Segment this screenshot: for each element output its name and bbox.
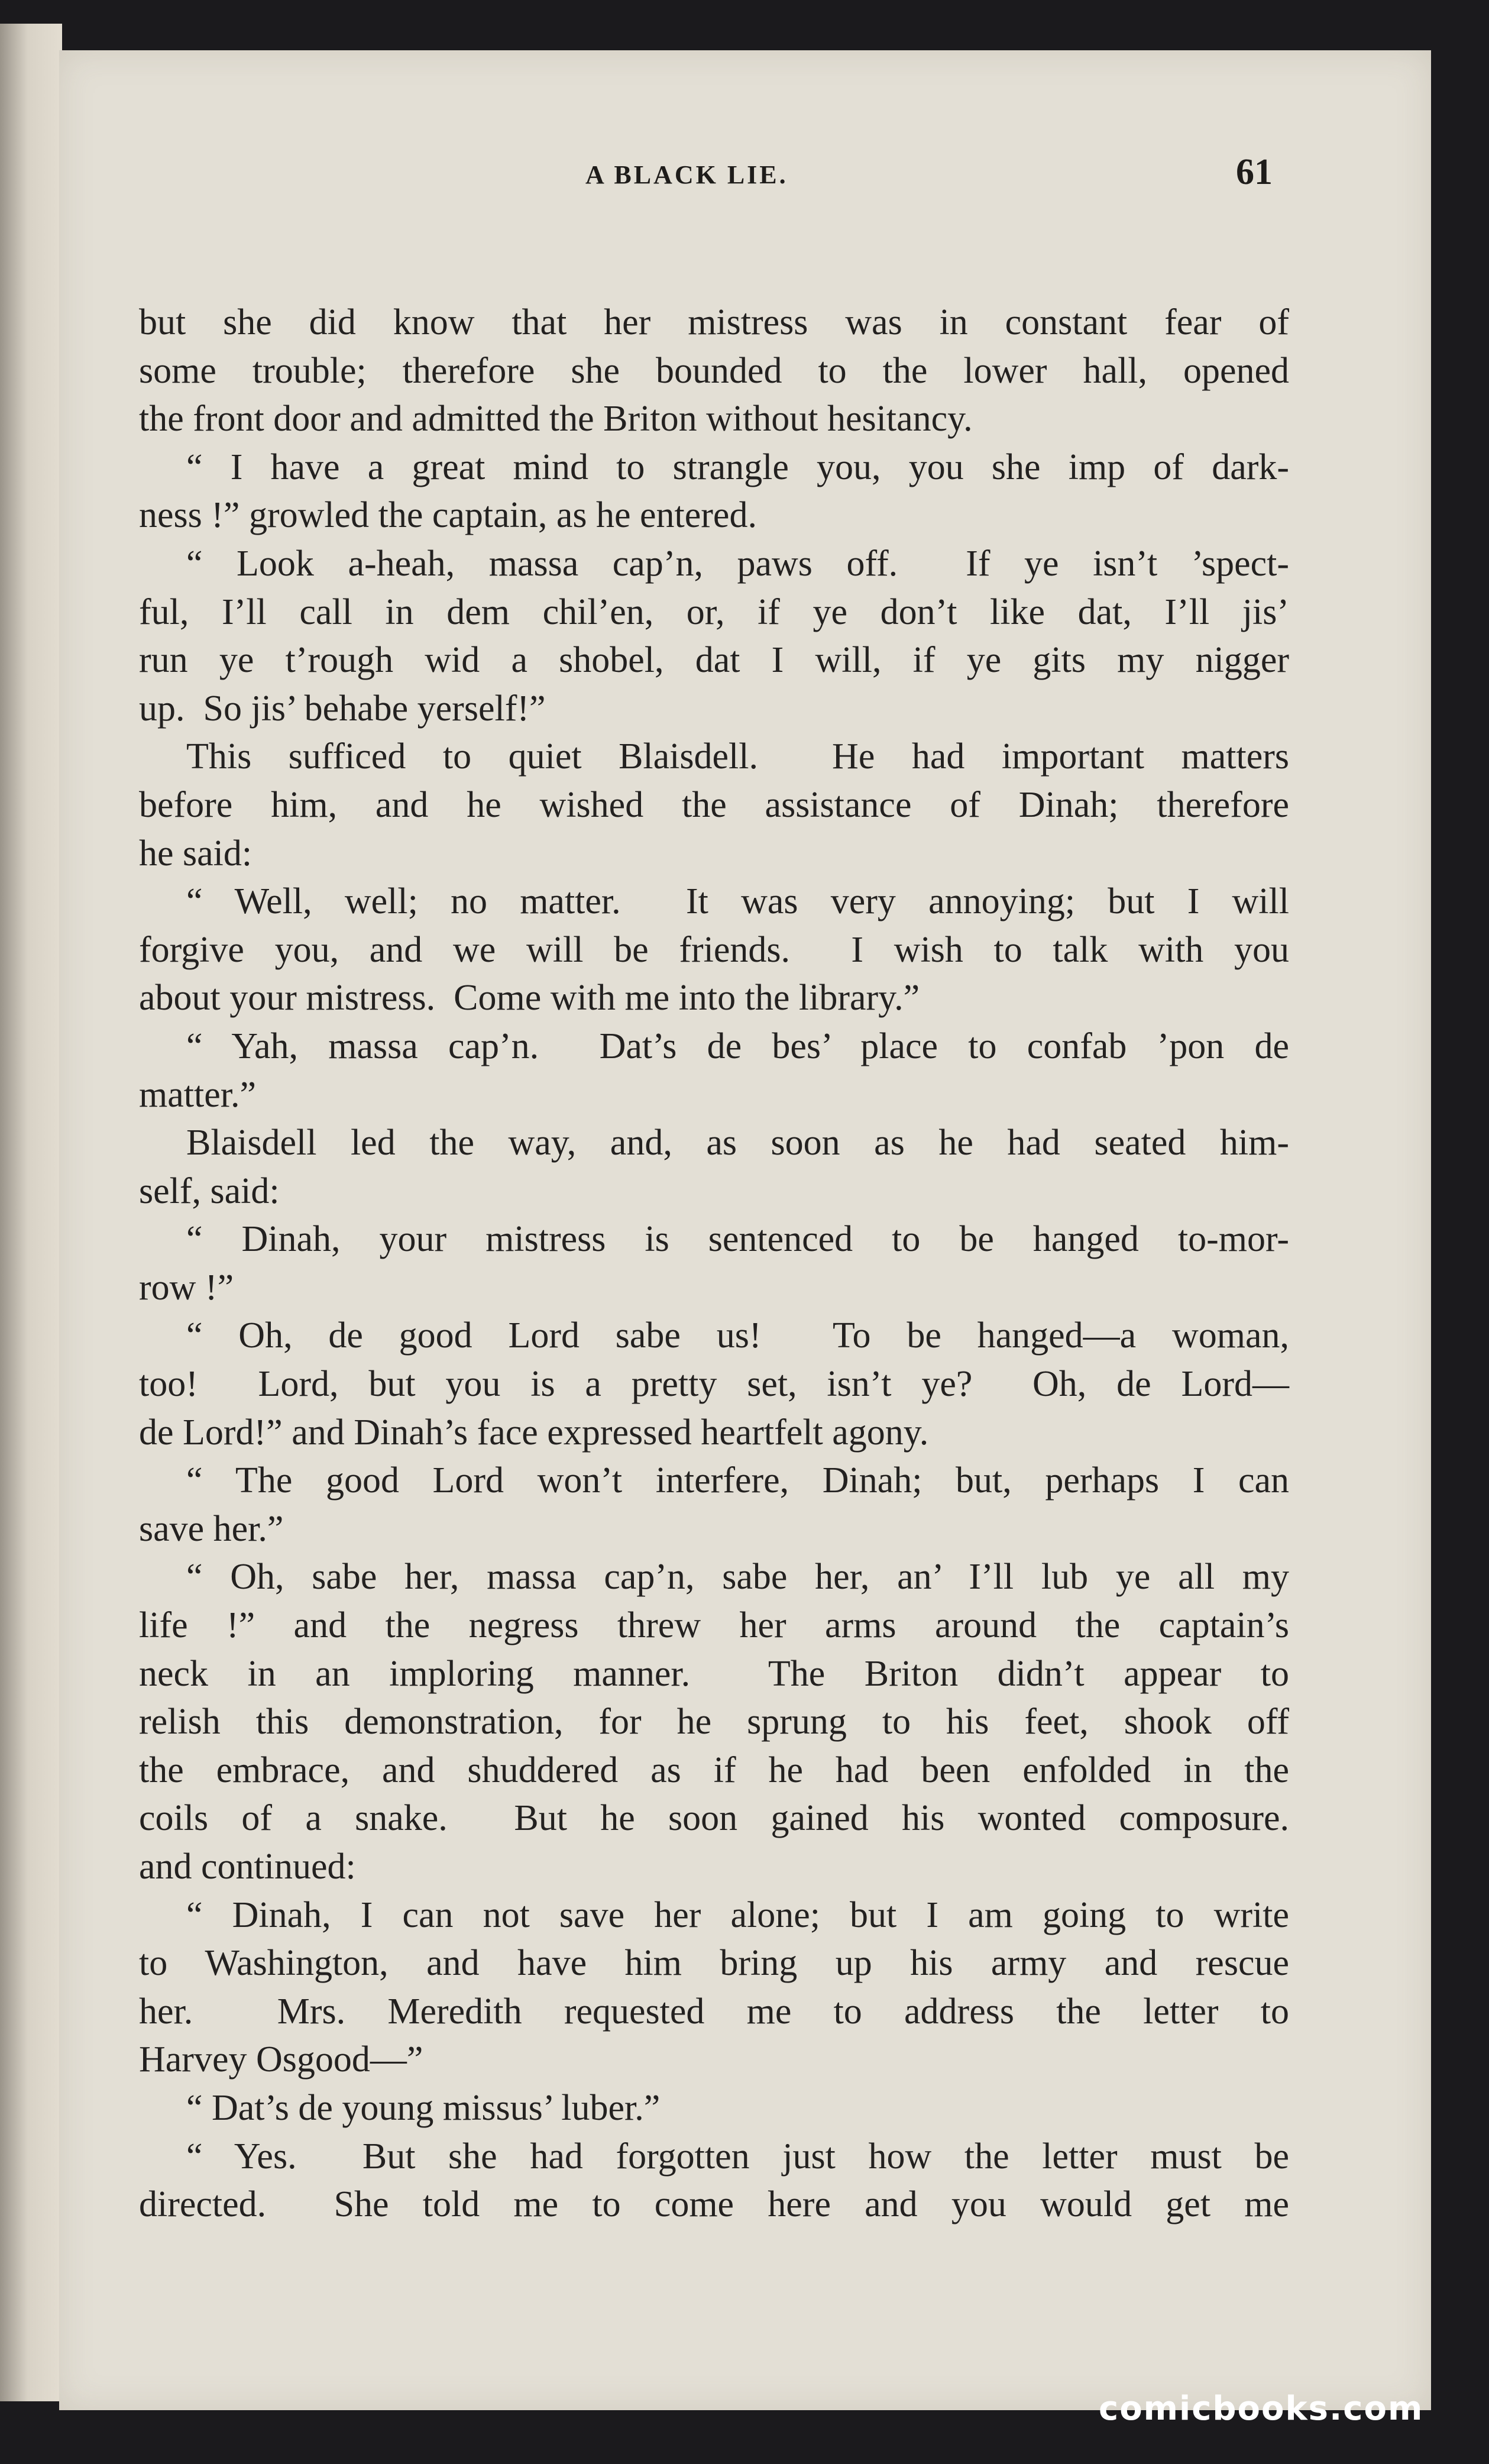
text-line: the embrace, and shuddered as if he had been enfolded in the	[139, 1750, 1289, 1790]
text-line: “ Oh, de good Lord sabe us! To be hanged—a woman,	[186, 1315, 1289, 1356]
text-line: her. Mrs. Meredith requested me to address the letter to	[139, 1991, 1289, 2032]
text-line: “ The good Lord won’t interfere, Dinah; but, perhaps I can	[186, 1460, 1289, 1501]
text-line: This sufficed to quiet Blaisdell. He had important matters	[186, 736, 1289, 777]
book-spine-edge	[0, 24, 62, 2401]
text-line: de Lord!” and Dinah’s face expressed heartfelt agony.	[139, 1412, 929, 1453]
text-line: “ Yes. But she had forgotten just how the letter must be	[186, 2136, 1289, 2177]
text-line: relish this demonstration, for he sprung to his feet, shook off	[139, 1702, 1289, 1742]
watermark: comicbooks.com	[1099, 2389, 1424, 2428]
running-head: A BLACK LIE.	[585, 160, 788, 189]
text-line: about your mistress. Come with me into the library.”	[139, 978, 920, 1018]
text-line: life !” and the negress threw her arms around the captain’s	[139, 1605, 1289, 1646]
text-line: “ I have a great mind to strangle you, you she imp of dark-	[186, 447, 1289, 487]
text-line: self, said:	[139, 1170, 280, 1211]
text-line: matter.”	[139, 1074, 256, 1115]
page-number: 61	[1236, 152, 1273, 192]
text-line: “ Dat’s de young missus’ luber.”	[186, 2087, 661, 2128]
text-line: up. So jis’ behabe yerself!”	[139, 688, 546, 729]
text-line: row !”	[139, 1267, 234, 1308]
text-line: “ Dinah, your mistress is sentenced to be hanged to-mor-	[186, 1219, 1289, 1260]
text-line: save her.”	[139, 1508, 284, 1549]
text-line: coils of a snake. But he soon gained his wonted composure.	[139, 1798, 1289, 1839]
body-text	[139, 299, 1289, 2229]
text-line: ness !” growled the captain, as he entered.	[139, 495, 757, 536]
page-header	[59, 154, 1431, 207]
text-line: “ Oh, sabe her, massa cap’n, sabe her, an’ I’ll lub ye all my	[186, 1557, 1289, 1598]
text-line: he said:	[139, 833, 253, 874]
text-line: run ye t’rough wid a shobel, dat I will, if ye gits my nigger	[139, 640, 1289, 681]
text-line: but she did know that her mistress was in constant fear of	[139, 302, 1289, 342]
text-line: and continued:	[139, 1847, 356, 1887]
text-line: too! Lord, but you is a pretty set, isn’t ye? Oh, de Lord—	[139, 1364, 1289, 1405]
text-line: “ Dinah, I can not save her alone; but I am going to write	[186, 1894, 1289, 1935]
text-line: Blaisdell led the way, and, as soon as he had seated him-	[186, 1123, 1289, 1163]
text-line: before him, and he wished the assistance of Dinah; therefore	[139, 784, 1289, 825]
text-line: “ Yah, massa cap’n. Dat’s de bes’ place to confab ’pon de	[186, 1026, 1289, 1066]
text-line: some trouble; therefore she bounded to the lower hall, opened	[139, 350, 1289, 391]
book-page	[59, 50, 1431, 2410]
text-line: to Washington, and have him bring up his army and rescue	[139, 1943, 1289, 1984]
text-line: “ Look a-heah, massa cap’n, paws off. If ye isn’t ’spect-	[186, 543, 1289, 584]
text-line: Harvey Osgood—”	[139, 2039, 423, 2080]
text-line: neck in an imploring manner. The Briton didn’t appear to	[139, 1653, 1289, 1694]
text-line: forgive you, and we will be friends. I wish to talk with you	[139, 929, 1289, 970]
text-line: “ Well, well; no matter. It was very annoying; but I will	[186, 881, 1289, 922]
text-line: the front door and admitted the Briton without hesitancy.	[139, 399, 973, 439]
text-line: directed. She told me to come here and you would get me	[139, 2184, 1289, 2225]
text-line: ful, I’ll call in dem chil’en, or, if ye don’t like dat, I’ll jis’	[139, 591, 1289, 632]
